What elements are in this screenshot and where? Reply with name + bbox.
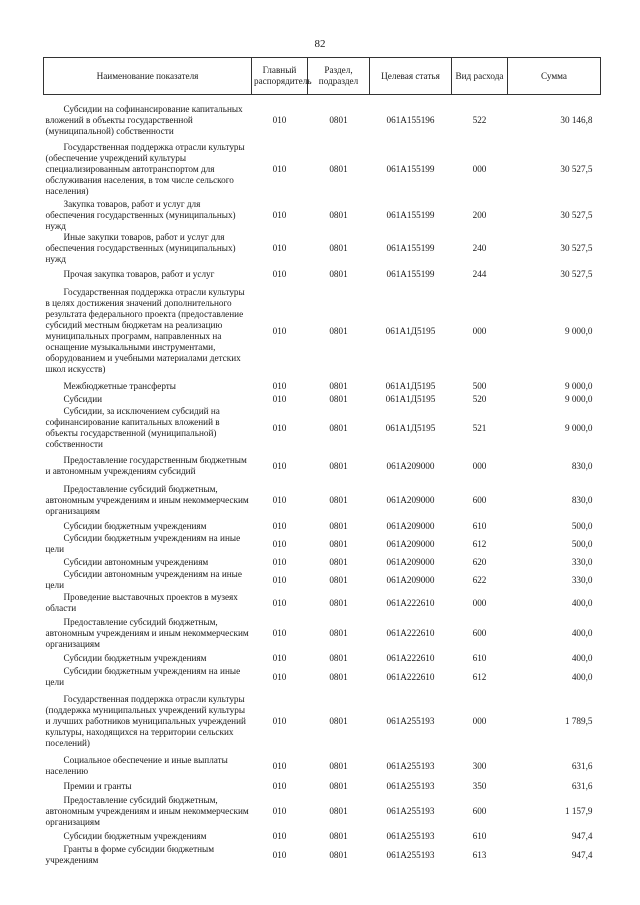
- header-grbs: Главный распорядитель: [252, 58, 308, 95]
- row-razdel: 0801: [329, 849, 348, 860]
- row-name-text: Субсидии, за исключением субсидий на софинансирование капитальных вложений в объекты государственной (муниципальной) собственности: [45, 406, 220, 449]
- row-tsel: 061А255193: [386, 715, 435, 726]
- row-name-text: Предоставление субсидий бюджетным, автономным учреждениям и иным некоммерческим организациям: [45, 483, 249, 516]
- row-sum: 1 157,9: [564, 805, 593, 816]
- row-razdel: 0801: [329, 494, 348, 505]
- row-name-text: Государственная поддержка отрасли культуры (поддержка муниципальных учреждений культуры и лучших работников муниципальных учреждений культуры, находящихся на территории сельских поселений): [45, 693, 246, 748]
- row-sum: 30 527,5: [560, 268, 593, 279]
- row-name: [44, 753, 252, 779]
- row-tsel: 061А209000: [386, 520, 435, 531]
- row-name-text: Субсидии бюджетным учреждениям: [63, 830, 207, 841]
- table-row: [44, 753, 601, 779]
- row-name-text: Субсидии бюджетным учреждениям на иные цели: [45, 533, 241, 554]
- row-vid: 612: [472, 538, 487, 549]
- row-name: [44, 232, 252, 265]
- table-body: [44, 95, 601, 868]
- row-razdel: 0801: [329, 652, 348, 663]
- row-tsel: 061А222610: [386, 652, 435, 663]
- row-sum: 9 000,0: [564, 325, 593, 336]
- row-name-text: Предоставление государственным бюджетным и автономным учреждениям субсидий: [45, 455, 247, 476]
- row-razdel: 0801: [329, 243, 348, 253]
- row-sum: 500,0: [571, 520, 593, 531]
- row-tsel: 061А1Д5195: [385, 325, 436, 336]
- row-sum: 1 789,5: [564, 715, 593, 726]
- row-sum: 631,6: [571, 760, 593, 771]
- row-name: [44, 139, 252, 199]
- row-name-text: Гранты в форме субсидии бюджетным учреждениям: [45, 844, 215, 865]
- row-tsel: 061А255193: [386, 849, 435, 860]
- row-sum: 9 000,0: [564, 380, 593, 391]
- row-grbs: 010: [272, 652, 287, 663]
- row-grbs: 010: [272, 268, 287, 279]
- row-vid: 522: [472, 114, 487, 125]
- row-grbs: 010: [272, 210, 287, 220]
- row-sum: 400,0: [571, 627, 593, 638]
- table-row: [44, 555, 601, 569]
- row-grbs: 010: [272, 460, 287, 471]
- row-name-text: Субсидии бюджетным учреждениям: [63, 652, 207, 663]
- row-tsel: 061А155199: [386, 243, 435, 253]
- row-name-text: Субсидии бюджетным учреждениям на иные цели: [45, 666, 241, 687]
- row-name: [44, 569, 252, 591]
- row-vid: 610: [472, 830, 487, 841]
- row-tsel: 061А1Д5195: [385, 393, 436, 404]
- row-vid: 610: [472, 652, 487, 663]
- table-row: [44, 533, 601, 555]
- row-sum: 30 527,5: [560, 243, 593, 253]
- row-grbs: 010: [272, 538, 287, 549]
- row-tsel: 061А255193: [386, 805, 435, 816]
- row-tsel: 061А155199: [386, 163, 435, 174]
- row-grbs: 010: [272, 830, 287, 841]
- row-name: [44, 481, 252, 519]
- budget-table: [43, 57, 601, 867]
- row-razdel: 0801: [329, 380, 348, 391]
- row-razdel: 0801: [329, 114, 348, 125]
- table-row: [44, 379, 601, 393]
- row-vid: 000: [472, 325, 487, 336]
- row-razdel: 0801: [329, 556, 348, 567]
- row-grbs: 010: [272, 325, 287, 336]
- row-vid: 000: [472, 460, 487, 471]
- row-sum: 830,0: [571, 494, 593, 505]
- row-sum: 400,0: [571, 652, 593, 663]
- row-vid: 240: [472, 243, 487, 253]
- row-vid: 350: [472, 780, 487, 791]
- row-tsel: 061А209000: [386, 556, 435, 567]
- row-razdel: 0801: [329, 460, 348, 471]
- row-tsel: 061А209000: [386, 494, 435, 505]
- row-sum: 830,0: [571, 460, 593, 471]
- row-vid: 622: [472, 574, 487, 585]
- row-sum: 30 527,5: [560, 210, 593, 220]
- row-name-text: Премии и гранты: [63, 780, 132, 791]
- row-grbs: 010: [272, 380, 287, 391]
- row-tsel: 061А222610: [386, 671, 435, 682]
- row-name: [44, 793, 252, 829]
- row-name: [44, 199, 252, 232]
- row-razdel: 0801: [329, 805, 348, 816]
- row-razdel: 0801: [329, 422, 348, 433]
- table-row: [44, 232, 601, 265]
- row-vid: 500: [472, 380, 487, 391]
- header-vid: Вид расхода: [452, 58, 508, 95]
- row-grbs: 010: [272, 393, 287, 404]
- table-row: [44, 779, 601, 793]
- row-name: [44, 829, 252, 843]
- row-sum: 30 146,8: [560, 114, 593, 125]
- row-name: [44, 615, 252, 651]
- row-razdel: 0801: [329, 760, 348, 771]
- table-row: [44, 405, 601, 451]
- row-tsel: 061А209000: [386, 460, 435, 471]
- row-name: [44, 519, 252, 533]
- header-razdel: Раздел, подраздел: [308, 58, 370, 95]
- table-row: [44, 665, 601, 689]
- table-row: [44, 139, 601, 199]
- row-name-text: Субсидии автономным учреждениям на иные цели: [45, 569, 242, 590]
- row-name: [44, 533, 252, 555]
- row-name-text: Субсидии на софинансирование капитальных вложений в объекты государственной (муниципальной) собственности: [45, 103, 243, 136]
- row-vid: 000: [472, 163, 487, 174]
- row-razdel: 0801: [329, 325, 348, 336]
- row-vid: 620: [472, 556, 487, 567]
- row-name: [44, 689, 252, 753]
- row-vid: 520: [472, 393, 487, 404]
- row-name: [44, 283, 252, 379]
- row-name-text: Государственная поддержка отрасли культуры (обеспечение учреждений культуры специализированным автотранспортом для обслуживания населения, в том числе сельского населения): [45, 141, 245, 196]
- table-row: [44, 793, 601, 829]
- row-vid: 000: [472, 715, 487, 726]
- row-tsel: 061А255193: [386, 780, 435, 791]
- row-razdel: 0801: [329, 627, 348, 638]
- header-sum: Сумма: [508, 58, 601, 95]
- row-razdel: 0801: [329, 597, 348, 608]
- table-row: [44, 451, 601, 481]
- row-razdel: 0801: [329, 671, 348, 682]
- table-row: [44, 829, 601, 843]
- row-name-text: Субсидии: [63, 393, 103, 404]
- row-vid: 200: [472, 210, 487, 220]
- table-row: [44, 519, 601, 533]
- row-sum: 30 527,5: [560, 163, 593, 174]
- page-number: 82: [314, 38, 326, 50]
- row-grbs: 010: [272, 671, 287, 682]
- row-tsel: 061А1Д5195: [385, 380, 436, 391]
- row-name: [44, 101, 252, 139]
- row-name-text: Социальное обеспечение и иные выплаты населению: [45, 755, 228, 776]
- row-name-text: Межбюджетные трансферты: [63, 380, 176, 391]
- row-razdel: 0801: [329, 780, 348, 791]
- row-name: [44, 665, 252, 689]
- row-sum: 631,6: [571, 780, 593, 791]
- table-row: [44, 393, 601, 405]
- row-tsel: 061А255193: [386, 830, 435, 841]
- row-tsel: 061А255193: [386, 760, 435, 771]
- table-row: [44, 265, 601, 283]
- row-grbs: 010: [272, 715, 287, 726]
- row-sum: 330,0: [571, 574, 593, 585]
- row-name-text: Иные закупки товаров, работ и услуг для обеспечения государственных (муниципальных) нужд: [45, 232, 236, 264]
- row-sum: 9 000,0: [564, 422, 593, 433]
- row-grbs: 010: [272, 574, 287, 585]
- row-sum: 947,4: [571, 849, 593, 860]
- row-grbs: 010: [272, 760, 287, 771]
- row-grbs: 010: [272, 163, 287, 174]
- row-name: [44, 393, 252, 405]
- row-name: [44, 591, 252, 615]
- row-name-text: Закупка товаров, работ и услуг для обеспечения государственных (муниципальных) нужд: [45, 199, 236, 231]
- table-row: [44, 651, 601, 665]
- row-name: [44, 555, 252, 569]
- row-grbs: 010: [272, 243, 287, 253]
- row-vid: 600: [472, 627, 487, 638]
- row-grbs: 010: [272, 805, 287, 816]
- row-sum: 947,4: [571, 830, 593, 841]
- row-razdel: 0801: [329, 163, 348, 174]
- row-vid: 521: [472, 422, 487, 433]
- table-row: [44, 481, 601, 519]
- row-vid: 610: [472, 520, 487, 531]
- row-name: [44, 451, 252, 481]
- row-grbs: 010: [272, 597, 287, 608]
- header-name: Наименование показателя: [44, 58, 252, 95]
- row-razdel: 0801: [329, 830, 348, 841]
- table-header-row: [44, 58, 601, 95]
- row-name: [44, 779, 252, 793]
- row-tsel: 061А155196: [386, 114, 435, 125]
- row-razdel: 0801: [329, 574, 348, 585]
- row-name-text: Прочая закупка товаров, работ и услуг: [63, 268, 215, 279]
- table-row: [44, 615, 601, 651]
- row-tsel: 061А155199: [386, 268, 435, 279]
- row-name: [44, 843, 252, 867]
- header-tsel: Целевая статья: [370, 58, 452, 95]
- row-razdel: 0801: [329, 268, 348, 279]
- table-row: [44, 101, 601, 139]
- row-name: [44, 379, 252, 393]
- row-tsel: 061А222610: [386, 627, 435, 638]
- table-row: [44, 569, 601, 591]
- row-vid: 613: [472, 849, 487, 860]
- row-sum: 400,0: [571, 671, 593, 682]
- row-grbs: 010: [272, 556, 287, 567]
- row-tsel: 061А1Д5195: [385, 422, 436, 433]
- row-tsel: 061А209000: [386, 574, 435, 585]
- table-row: [44, 199, 601, 232]
- row-tsel: 061А222610: [386, 597, 435, 608]
- table-row: [44, 689, 601, 753]
- row-razdel: 0801: [329, 715, 348, 726]
- row-name-text: Предоставление субсидий бюджетным, автономным учреждениям и иным некоммерческим организациям: [45, 616, 249, 649]
- row-vid: 244: [472, 268, 487, 279]
- row-name-text: Государственная поддержка отрасли культуры в целях достижения значений дополнительного результата федерального проекта (предоставление субсидий местным бюджетам на реализацию муниципальных программ, направленных на оснащение музыкальными инструментами, оборудованием и учебными материалами детских школ искусств): [45, 287, 245, 374]
- row-vid: 600: [472, 494, 487, 505]
- row-sum: 500,0: [571, 538, 593, 549]
- table-row: [44, 283, 601, 379]
- row-sum: 330,0: [571, 556, 593, 567]
- row-tsel: 061А209000: [386, 538, 435, 549]
- row-grbs: 010: [272, 520, 287, 531]
- row-name: [44, 265, 252, 283]
- row-grbs: 010: [272, 422, 287, 433]
- row-grbs: 010: [272, 849, 287, 860]
- row-razdel: 0801: [329, 538, 348, 549]
- row-name-text: Субсидии бюджетным учреждениям: [63, 520, 207, 531]
- row-vid: 000: [472, 597, 487, 608]
- row-name-text: Проведение выставочных проектов в музеях области: [45, 592, 238, 613]
- row-sum: 400,0: [571, 597, 593, 608]
- row-vid: 300: [472, 760, 487, 771]
- row-razdel: 0801: [329, 520, 348, 531]
- row-name: [44, 405, 252, 451]
- row-name: [44, 651, 252, 665]
- row-razdel: 0801: [329, 210, 348, 220]
- row-name-text: Субсидии автономным учреждениям: [63, 556, 209, 567]
- row-grbs: 010: [272, 494, 287, 505]
- row-name-text: Предоставление субсидий бюджетным, автономным учреждениям и иным некоммерческим организациям: [45, 794, 249, 827]
- table-row: [44, 591, 601, 615]
- row-vid: 600: [472, 805, 487, 816]
- row-grbs: 010: [272, 114, 287, 125]
- row-sum: 9 000,0: [564, 393, 593, 404]
- row-grbs: 010: [272, 780, 287, 791]
- row-vid: 612: [472, 671, 487, 682]
- row-razdel: 0801: [329, 393, 348, 404]
- row-tsel: 061А155199: [386, 210, 435, 220]
- row-grbs: 010: [272, 627, 287, 638]
- table-row: [44, 843, 601, 867]
